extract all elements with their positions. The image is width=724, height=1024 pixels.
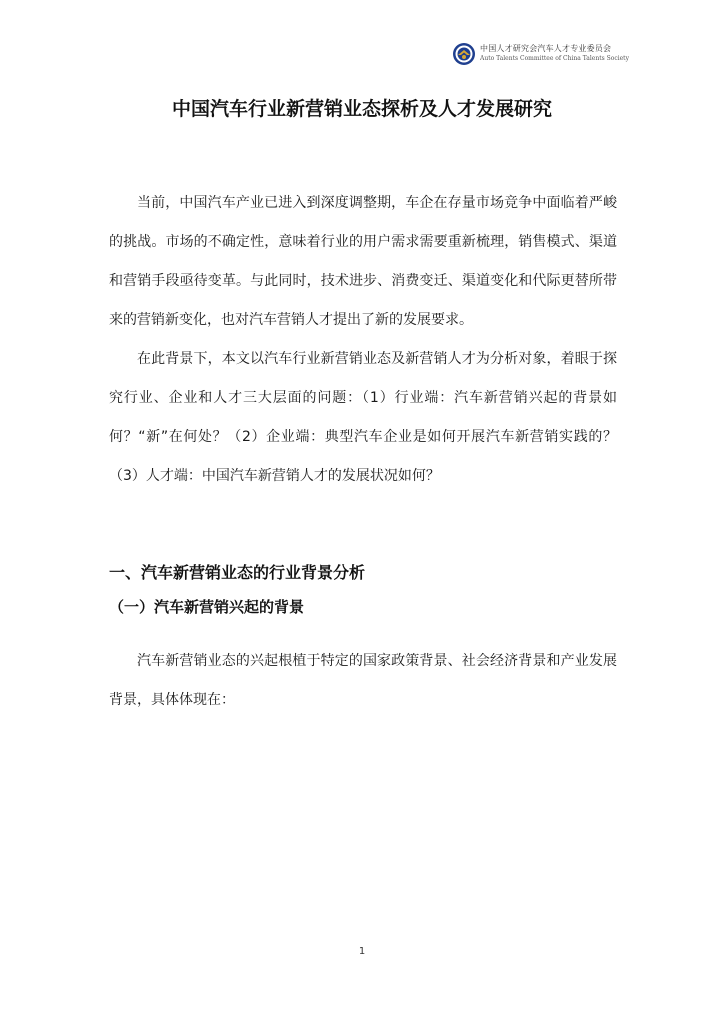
page-header [452, 38, 632, 70]
header-text [480, 44, 629, 64]
intro-paragraph-1: 当前，中国汽车产业已进入到深度调整期，车企在存量市场竞争中面临着严峻的挑战。市场的不确定性，意味着行业的用户需求需要重新梳理，销售模式、渠道和营销手段亟待变革。与此同时，技术进步、消费变迁、渠道变化和代际更替所带来的营销新变化，也对汽车营销人才提出了新的发展要求。 [109, 195, 617, 328]
org-name-en: Auto Talents Committee of China Talents Society [480, 55, 629, 62]
org-logo-icon [452, 42, 476, 66]
section-heading: 一、汽车新营销业态的行业背景分析 [109, 563, 366, 582]
subsection-heading: （一）汽车新营销兴起的背景 [109, 598, 305, 616]
section-paragraph: 汽车新营销业态的兴起根植于特定的国家政策背景、社会经济背景和产业发展背景，具体体现在： [109, 653, 617, 708]
org-name-cn: 中国人才研究会汽车人才专业委员会 [480, 44, 612, 53]
document-title: 中国汽车行业新营销业态探析及人才发展研究 [171, 98, 552, 120]
page-number: 1 [358, 946, 366, 957]
intro-paragraph-2: 在此背景下，本文以汽车行业新营销业态及新营销人才为分析对象，着眼于探究行业、企业和人才三大层面的问题：（1）行业端：汽车新营销兴起的背景如何？“新”在何处？（2）企业端：典型汽车企业是如何开展汽车新营销实践的？（3）人才端：中国汽车新营销人才的发展状况如何？ [109, 351, 617, 484]
